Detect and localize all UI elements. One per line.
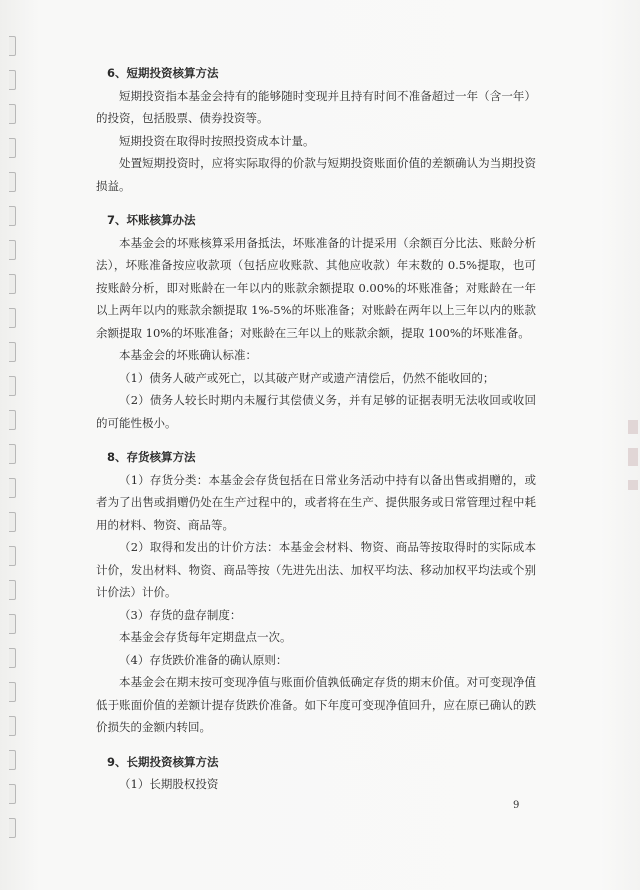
section-heading-7: 7、坏账核算办法 bbox=[107, 213, 196, 227]
edge-stamp-mark bbox=[628, 420, 638, 434]
section-heading-6: 6、短期投资核算方法 bbox=[107, 66, 219, 80]
paragraph: （2）债务人较长时期内未履行其偿债义务，并有足够的证据表明无法收回或收回的可能性极小。 bbox=[96, 393, 536, 430]
paragraph: 短期投资在取得时按照投资成本计量。 bbox=[119, 133, 315, 148]
edge-stamp-mark bbox=[628, 448, 638, 466]
document-body bbox=[96, 62, 536, 796]
paragraph: （3）存货的盘存制度： bbox=[119, 607, 242, 622]
paragraph: 本基金会存货每年定期盘点一次。 bbox=[119, 630, 292, 644]
paragraph: （1）长期股权投资 bbox=[119, 777, 219, 791]
paragraph: 本基金会的坏账核算采用备抵法，坏账准备的计提采用（余额百分比法、账龄分析法），坏账准备按应收款项（包括应收账款、其他应收款）年末数的 0.5%提取，也可按账龄分析，即对账龄在一年以内的账款余额提取 0.00%的坏账准备；对账龄在一年以上两年以内的账款余额提取 1%-5%的坏账准备；对账龄在两年以上三年以内的账款余额提取 10%的坏账准备；对账龄在三年以上的账款余额，提取 100%的坏账准备。 bbox=[96, 235, 536, 340]
paragraph: 处置短期投资时，应将实际取得的价款与短期投资账面价值的差额确认为当期投资损益。 bbox=[96, 156, 536, 193]
paragraph: （2）取得和发出的计价方法：本基金会材料、物资、商品等按取得时的实际成本计价，发出材料、物资、商品等按（先进先出法、加权平均法、移动加权平均法或个别计价法）计价。 bbox=[96, 540, 536, 599]
paragraph: （4）存货跌价准备的确认原则： bbox=[119, 652, 288, 667]
page-number: 9 bbox=[513, 800, 520, 811]
paragraph: （1）存货分类：本基金会存货包括在日常业务活动中持有以备出售或捐赠的，或者为了出售或捐赠仍处在生产过程中的，或者将在生产、提供服务或日常管理过程中耗用的材料、物资、商品等。 bbox=[96, 472, 536, 532]
paragraph: 短期投资指本基金会持有的能够随时变现并且持有时间不准备超过一年（含一年）的投资，包括股票、债券投资等。 bbox=[96, 88, 536, 125]
paragraph: （1）债务人破产或死亡，以其破产财产或遗产清偿后，仍然不能收回的； bbox=[119, 370, 495, 385]
section-heading-9: 9、长期投资核算方法 bbox=[107, 754, 219, 769]
paragraph: 本基金会的坏账确认标准： bbox=[119, 348, 257, 362]
edge-stamp-mark bbox=[628, 480, 638, 490]
paragraph: 本基金会在期末按可变现净值与账面价值孰低确定存货的期末价值。对可变现净值低于账面价值的差额计提存货跌价准备。如下年度可变现净值回升，应在原已确认的跌价损失的金额内转回。 bbox=[96, 675, 536, 734]
binding-holes bbox=[9, 36, 17, 852]
section-heading-8: 8、存货核算方法 bbox=[107, 450, 196, 464]
